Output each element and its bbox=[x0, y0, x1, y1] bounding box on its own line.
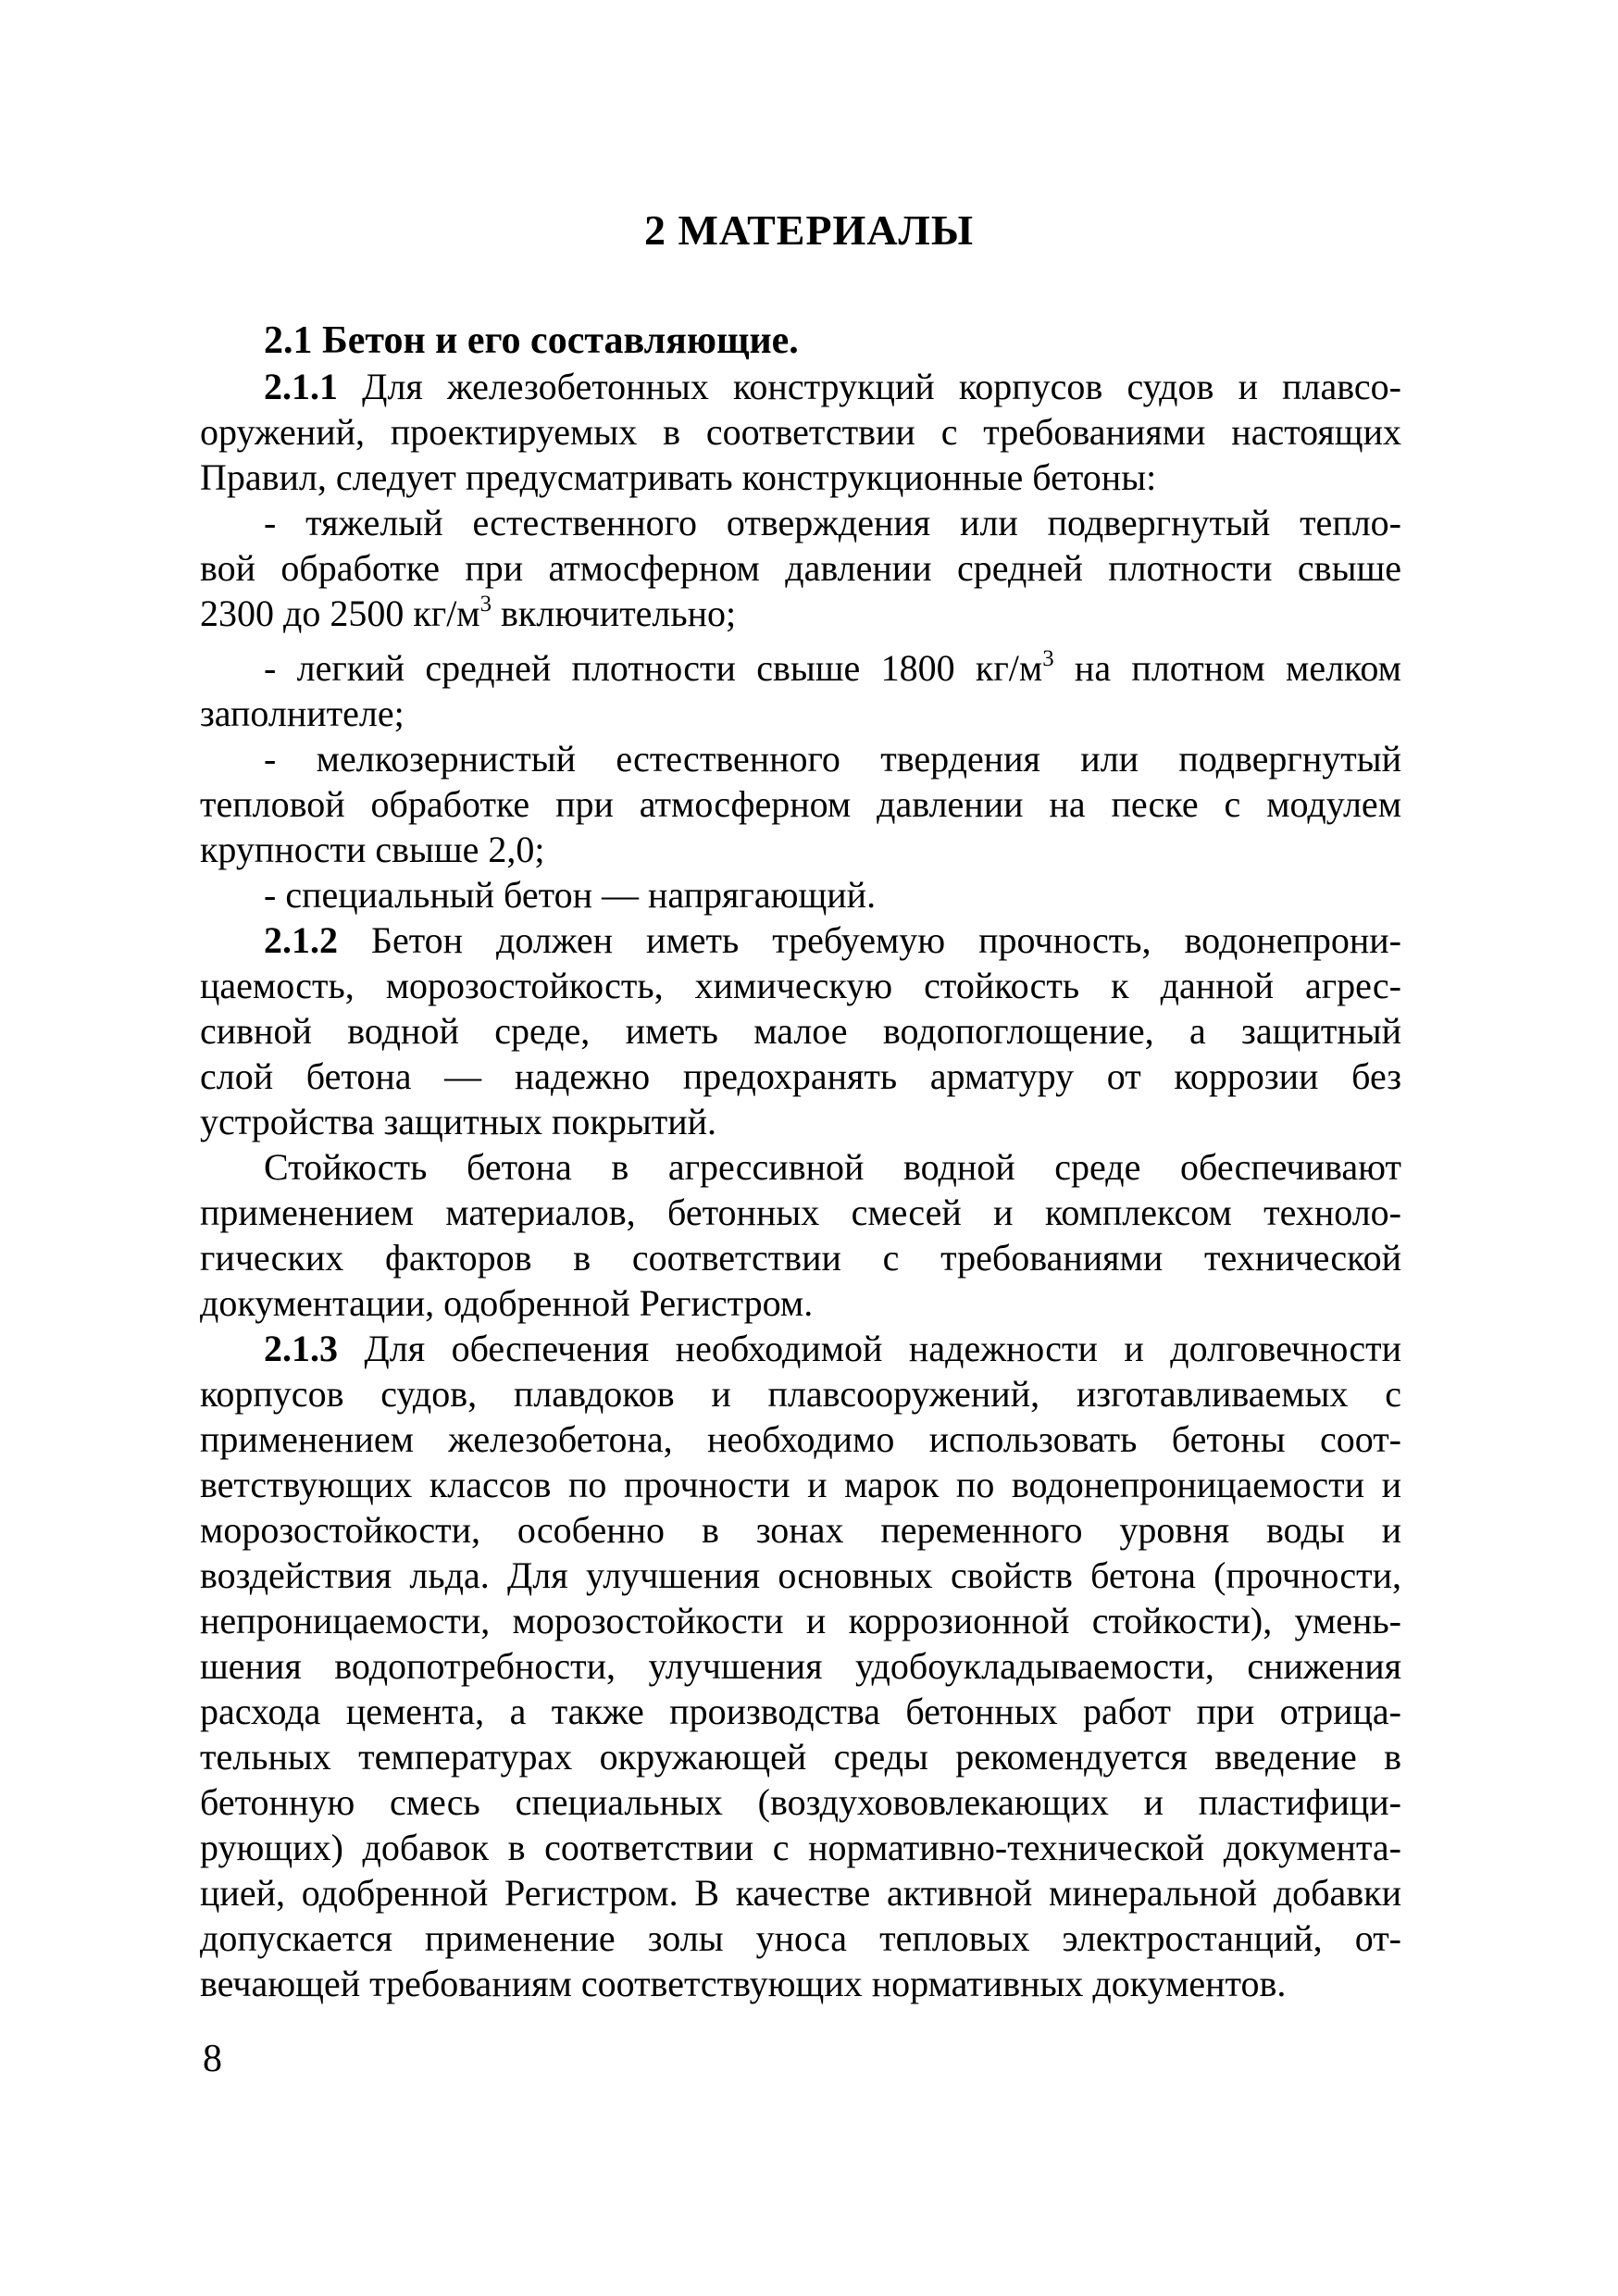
text-line: допускается применение золы уноса тепловых электростанций, от- bbox=[200, 1917, 1401, 1959]
text-line: морозостойкости, особенно в зонах переменного уровня воды и bbox=[200, 1509, 1401, 1551]
text-line: гических факторов в соответствии с требованиями технической bbox=[200, 1237, 1401, 1279]
text-line: непроницаемости, морозостойкости и коррозионной стойкости), умень- bbox=[200, 1600, 1401, 1641]
clause-number: 2.1.1 bbox=[264, 366, 338, 407]
text-line: Стойкость бетона в агрессивной водной среде обеспечивают bbox=[264, 1146, 1401, 1188]
text-line: сивной водной среде, иметь малое водопоглощение, а защитный bbox=[200, 1010, 1401, 1052]
paragraph-bullet-light-concrete bbox=[200, 645, 1401, 736]
text-line: вечающей требованиям соответствующих нормативных документов. bbox=[200, 1963, 1287, 2004]
text-line: - специальный бетон — напрягающий. bbox=[264, 874, 877, 916]
text-line: тельных температурах окружающей среды рекомендуется введение в bbox=[200, 1736, 1401, 1778]
text-segment: Бетон должен иметь требуемую прочность, водонепрони- bbox=[370, 919, 1401, 961]
text-line: цаемость, морозостойкость, химическую стойкость к данной агрес- bbox=[200, 965, 1401, 1006]
page-title: 2 МАТЕРИАЛЫ bbox=[644, 206, 974, 254]
paragraph-2-1-1 bbox=[200, 364, 1401, 500]
text-line: заполнителе; bbox=[200, 693, 404, 734]
text-line bbox=[200, 917, 1401, 963]
text-line: 2300 до 2500 $кг/м^3$ включительно; bbox=[200, 592, 737, 634]
text-line: бетонную смесь специальных (воздухововлекающих и пластифици- bbox=[200, 1781, 1401, 1823]
text-line: применением материалов, бетонных смесей и комплексом техноло- bbox=[200, 1192, 1401, 1233]
text-line: рующих) добавок в соответствии с нормативно-технической документа- bbox=[200, 1827, 1401, 1868]
section-heading: 2.1 Бетон и его составляющие. bbox=[264, 319, 799, 362]
paragraph-bullet-heavy-concrete bbox=[200, 500, 1401, 636]
text-line bbox=[200, 364, 1401, 409]
clause-number: 2.1.3 bbox=[264, 1328, 338, 1369]
text-line: документации, одобренной Регистром. bbox=[200, 1282, 814, 1324]
paragraph-bullet-special-concrete bbox=[200, 872, 1401, 917]
paragraph-2-1-2 bbox=[200, 917, 1401, 1144]
text-line: применением железобетона, необходимо использовать бетоны соот- bbox=[200, 1418, 1401, 1460]
text-line: - тяжелый естественного отверждения или подвергнутый тепло- bbox=[264, 502, 1401, 543]
text-line: ветствующих классов по прочности и марок по водонепроницаемости и bbox=[200, 1464, 1401, 1505]
text-line: расхода цемента, а также производства бетонных работ при отрица- bbox=[200, 1691, 1401, 1732]
text-line: вой обработке при атмосферном давлении средней плотности свыше bbox=[200, 547, 1401, 589]
text-line bbox=[200, 1326, 1401, 1371]
text-segment: Для обеспечения необходимой надежности и долговечности bbox=[364, 1328, 1402, 1369]
document-content bbox=[200, 318, 1401, 2006]
text-line: Правил, следует предусматривать конструкционные бетоны: bbox=[200, 456, 1157, 498]
page-number: 8 bbox=[203, 2038, 222, 2080]
text-segment: Для железобетонных конструкций корпусов судов и плавсо- bbox=[362, 366, 1401, 407]
text-line: оружений, проектируемых в соответствии с требованиями настоящих bbox=[200, 411, 1401, 453]
text-line: воздействия льда. Для улучшения основных свойств бетона (прочности, bbox=[200, 1554, 1401, 1596]
paragraph-2-1-3 bbox=[200, 1326, 1401, 2006]
text-line: корпусов судов, плавдоков и плавсооружений, изготавливаемых с bbox=[200, 1373, 1401, 1415]
paragraph-bullet-fine-grained-concrete bbox=[200, 736, 1401, 872]
text-line: слой бетона — надежно предохранять арматуру от коррозии без bbox=[200, 1055, 1401, 1097]
paragraph-durability bbox=[200, 1144, 1401, 1326]
text-line: устройства защитных покрытий. bbox=[200, 1101, 717, 1142]
text-line: шения водопотребности, улучшения удобоукладываемости, снижения bbox=[200, 1645, 1401, 1687]
clause-number: 2.1.2 bbox=[264, 919, 338, 961]
text-line: цией, одобренной Регистром. В качестве активной минеральной добавки bbox=[200, 1872, 1401, 1914]
text-line: - легкий средней плотности свыше 1800 $кг/м^3$ на плотном мелком bbox=[264, 646, 1401, 689]
text-line: тепловой обработке при атмосферном давлении на песке с модулем bbox=[200, 783, 1401, 825]
text-line: - мелкозернистый естественного твердения или подвергнутый bbox=[264, 738, 1401, 780]
text-line: крупности свыше 2,0; bbox=[200, 829, 545, 870]
